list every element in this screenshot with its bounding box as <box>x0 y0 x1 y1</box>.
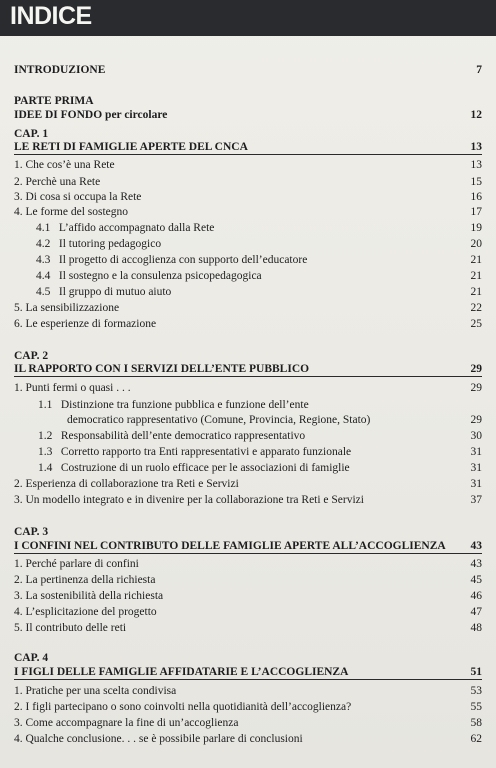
toc-item-page: 16 <box>470 191 482 203</box>
part1-title-text: PARTE PRIMA <box>14 95 94 107</box>
intro-page: 7 <box>476 64 482 76</box>
toc-subitem-num: 1.2 <box>38 430 53 442</box>
toc-item-label: 2. Esperienza di collaborazione tra Reti e Servizi <box>14 478 239 490</box>
toc-item-label: 4. Le forme del sostegno <box>14 206 129 218</box>
toc-item-page: 25 <box>470 318 482 330</box>
toc-subitem-num: 4.1 <box>36 222 51 234</box>
toc-item <box>14 477 482 491</box>
toc-subitem-cont <box>67 413 482 427</box>
toc-subitem-page: 20 <box>470 238 482 250</box>
toc-item <box>14 684 482 698</box>
toc-subitem-num: 1.1 <box>38 399 53 411</box>
toc-subitem <box>36 253 482 267</box>
toc-item-label: 4. Qualche conclusione. . . se è possibile parlare di conclusioni <box>14 733 303 745</box>
toc-subitem-label-cont: democratico rappresentativo (Comune, Provincia, Regione, Stato) <box>67 414 371 426</box>
toc-subitem-page: 21 <box>470 270 482 282</box>
toc-subitem <box>36 221 482 235</box>
toc-item-label: 1. Punti fermi o quasi . . . <box>14 382 131 394</box>
toc-item-label: 3. Di cosa si occupa la Rete <box>14 191 142 203</box>
toc-item-page: 15 <box>470 176 482 188</box>
toc-item <box>14 190 482 204</box>
toc-subitem <box>36 269 482 283</box>
toc-subitem-label: Responsabilità dell’ente democratico rappresentativo <box>60 430 306 442</box>
toc-item-page: 47 <box>470 606 482 618</box>
toc-item-label: 1. Perché parlare di confini <box>14 558 139 570</box>
part1-subtitle-text: IDEE DI FONDO per circolare <box>14 109 168 121</box>
toc-item <box>14 301 482 315</box>
toc-subitem-num: 4.4 <box>36 270 51 282</box>
toc-subitem-num: 1.4 <box>38 462 53 474</box>
toc-subitem-label: L’affido accompagnato dalla Rete <box>58 222 215 234</box>
toc-subitem <box>36 237 482 251</box>
cap3-cap-text: CAP. 3 <box>14 526 49 538</box>
toc-subitem-page: 29 <box>470 414 482 426</box>
cap4-page: 51 <box>470 666 482 678</box>
toc-item <box>14 573 482 587</box>
toc-subitem-num: 4.5 <box>36 286 51 298</box>
toc-item-page: 13 <box>470 159 482 171</box>
toc-subitem-page: 21 <box>470 254 482 266</box>
toc-subitem-page: 21 <box>470 286 482 298</box>
cap2-label <box>14 349 482 363</box>
toc-item-label: 3. La sostenibilità della richiesta <box>14 590 164 602</box>
toc-subitem-label: Corretto rapporto tra Enti rappresentativi e apparato funzionale <box>60 446 352 458</box>
intro-entry <box>14 63 482 77</box>
toc-subitem-label: Il sostegno e la consulenza psicopedagogica <box>58 270 262 282</box>
toc-item <box>14 621 482 635</box>
toc-item-page: 55 <box>470 701 482 713</box>
cap1-page: 13 <box>470 141 482 153</box>
cap1-label <box>14 127 482 141</box>
toc-item-label: 4. L’esplicitazione del progetto <box>14 606 157 618</box>
toc-item-label: 2. La pertinenza della richiesta <box>14 574 156 586</box>
cap4-rule <box>14 679 482 680</box>
toc-subitem-page: 30 <box>470 430 482 442</box>
toc-item-page: 31 <box>470 478 482 490</box>
cap2-title-text: IL RAPPORTO CON I SERVIZI DELL’ENTE PUBBLICO <box>14 363 310 375</box>
toc-item <box>14 732 482 746</box>
cap4-title-entry <box>14 665 482 679</box>
cap2-page: 29 <box>470 363 482 375</box>
toc-item-page: 53 <box>470 685 482 697</box>
cap3-title-text: I CONFINI NEL CONTRIBUTO DELLE FAMIGLIE APERTE ALL’ACCOGLIENZA <box>14 540 446 552</box>
cap4-label <box>14 651 482 665</box>
toc-subitem-num: 1.3 <box>38 446 53 458</box>
cap2-cap-text: CAP. 2 <box>14 350 49 362</box>
toc-subitem-page: 31 <box>470 446 482 458</box>
toc-item <box>14 716 482 730</box>
toc-item-page: 58 <box>470 717 482 729</box>
toc-subitem-label: Costruzione di un ruolo efficace per le associazioni di famiglie <box>60 462 350 474</box>
toc-item-label: 1. Pratiche per una scelta condivisa <box>14 685 177 697</box>
toc-item-page: 48 <box>470 622 482 634</box>
toc-item-page: 62 <box>470 733 482 745</box>
header-bar <box>0 0 496 36</box>
toc-subitem-page: 31 <box>470 462 482 474</box>
toc-item <box>14 605 482 619</box>
toc-item <box>14 589 482 603</box>
toc-item-label: 5. La sensibilizzazione <box>14 302 120 314</box>
toc-subitem-page: 19 <box>470 222 482 234</box>
toc-subitem <box>38 461 482 475</box>
toc-item <box>14 700 482 714</box>
cap3-label <box>14 525 482 539</box>
toc-subitem <box>38 429 482 443</box>
cap3-title-entry <box>14 539 482 553</box>
cap1-title-text: LE RETI DI FAMIGLIE APERTE DEL CNCA <box>14 141 248 153</box>
intro-label: INTRODUZIONE <box>14 64 106 76</box>
toc-item <box>14 158 482 172</box>
cap3-page: 43 <box>470 540 482 552</box>
cap1-cap-text: CAP. 1 <box>14 128 49 140</box>
cap2-title-entry <box>14 362 482 376</box>
toc-item-label: 2. Perchè una Rete <box>14 176 101 188</box>
cap4-cap-text: CAP. 4 <box>14 652 49 664</box>
toc-item-label: 2. I figli partecipano o sono coinvolti nella quotidianità dell’accoglienza? <box>14 701 352 713</box>
toc-subitem-label: Distinzione tra funzione pubblica e funzione dell’ente <box>60 399 309 411</box>
cap1-title-entry <box>14 140 482 154</box>
toc-item <box>14 381 482 395</box>
toc-item-page: 45 <box>470 574 482 586</box>
toc-item-page: 17 <box>470 206 482 218</box>
toc-item-page: 22 <box>470 302 482 314</box>
page-title: INDICE <box>10 2 92 30</box>
part1-page: 12 <box>470 109 482 121</box>
toc-item-page: 46 <box>470 590 482 602</box>
toc-item-page: 29 <box>470 382 482 394</box>
toc-item-label: 3. Come accompagnare la fine di un’accoglienza <box>14 717 239 729</box>
toc-item-label: 3. Un modello integrato e in divenire per la collaborazione tra Reti e Servizi <box>14 494 364 506</box>
toc-subitem <box>38 398 482 412</box>
part1-title <box>14 94 482 108</box>
toc-item <box>14 557 482 571</box>
toc-item-label: 6. Le esperienze di formazione <box>14 318 157 330</box>
toc-subitem <box>38 445 482 459</box>
cap1-rule <box>14 154 482 155</box>
cap3-rule <box>14 553 482 554</box>
cap4-title-text: I FIGLI DELLE FAMIGLIE AFFIDATARIE E L’ACCOGLIENZA <box>14 666 349 678</box>
toc-item <box>14 317 482 331</box>
toc-item-page: 43 <box>470 558 482 570</box>
toc-item-label: 1. Che cos’è una Rete <box>14 159 115 171</box>
cap2-rule <box>14 376 482 377</box>
toc-item-label: 5. Il contributo delle reti <box>14 622 127 634</box>
toc-item <box>14 205 482 219</box>
toc-item <box>14 493 482 507</box>
toc-item <box>14 175 482 189</box>
toc-item-page: 37 <box>470 494 482 506</box>
toc-subitem-num: 4.2 <box>36 238 51 250</box>
toc-subitem-label: Il progetto di accoglienza con supporto dell’educatore <box>58 254 308 266</box>
toc-subitem <box>36 285 482 299</box>
toc-subitem-num: 4.3 <box>36 254 51 266</box>
part1-subtitle-entry <box>14 108 482 122</box>
toc-subitem-label: Il gruppo di mutuo aiuto <box>58 286 172 298</box>
toc-subitem-label: Il tutoring pedagogico <box>58 238 162 250</box>
